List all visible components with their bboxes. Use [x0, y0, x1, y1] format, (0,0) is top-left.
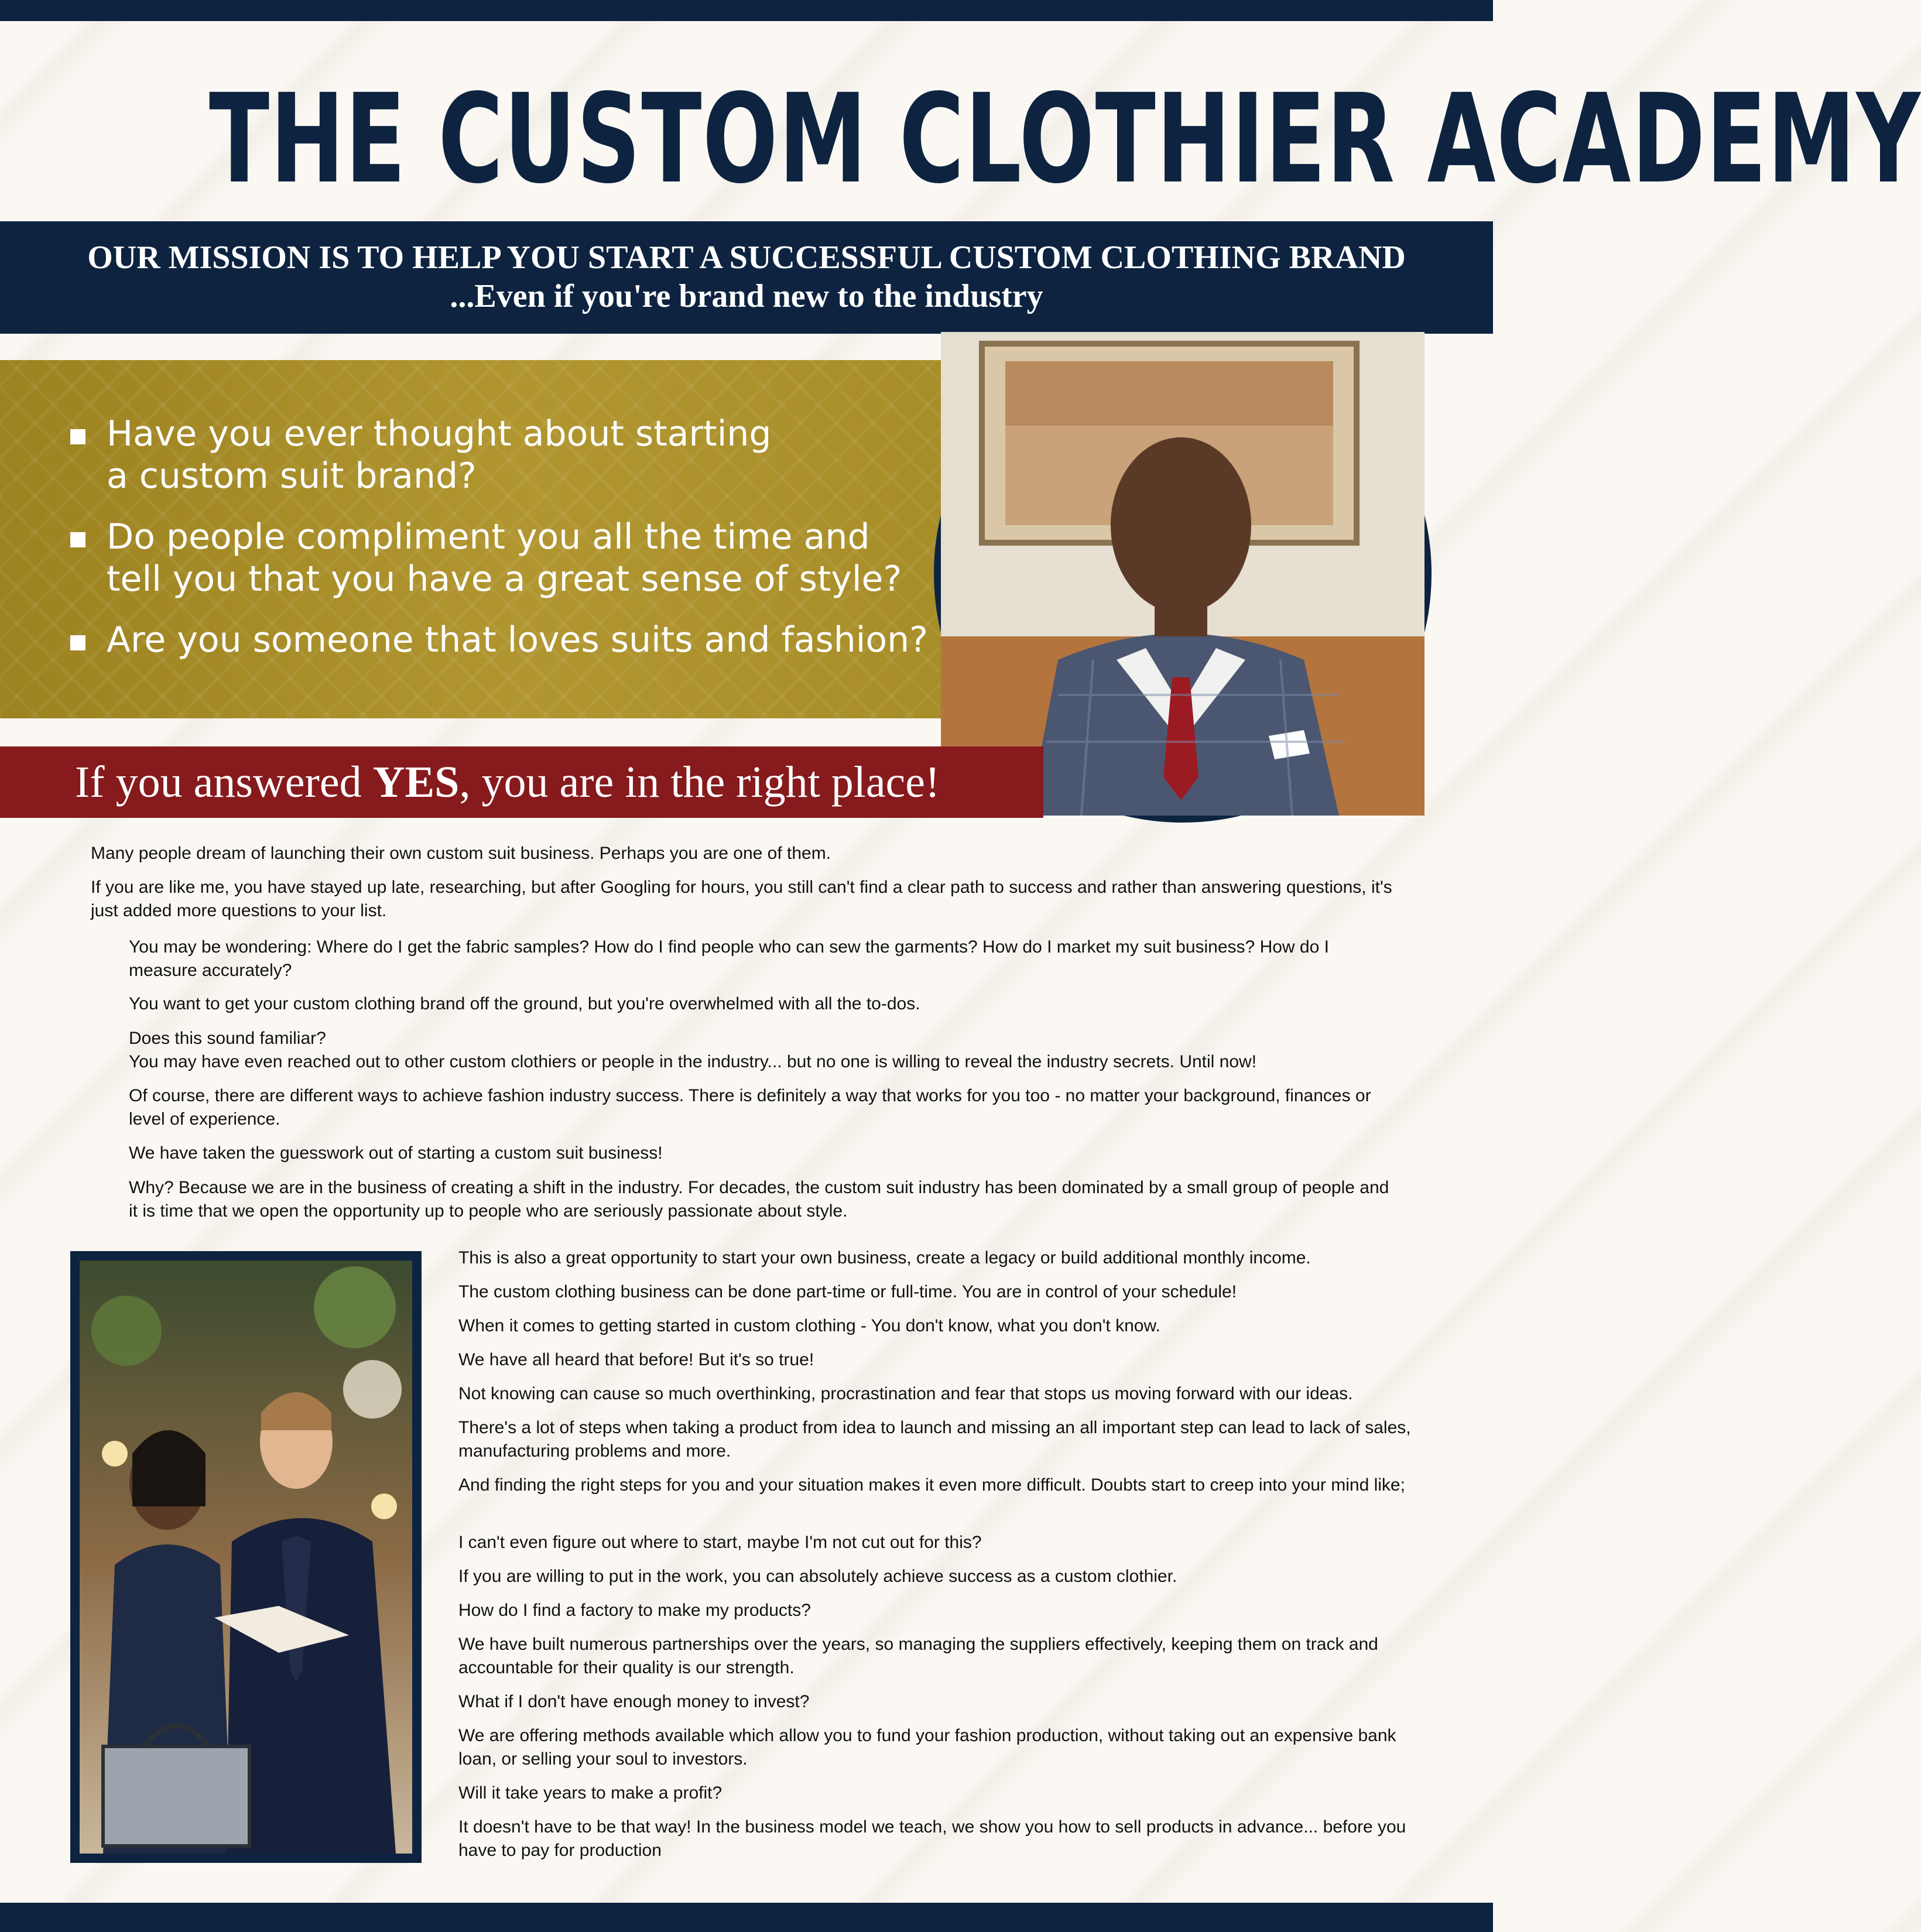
portrait-illustration	[941, 332, 1425, 816]
indented-paragraph: You may be wondering: Where do I get the fabric samples? How do I find people who can sew the garments? How do I market my suit business? How do I measure accurately?	[129, 937, 1329, 980]
body-paragraph: What if I don't have enough money to invest?	[458, 1692, 810, 1711]
body-paragraph: I can't even figure out where to start, maybe I'm not cut out for this?	[458, 1533, 982, 1552]
question-item	[70, 619, 948, 661]
banner-text	[75, 746, 940, 818]
indented-paragraph: Does this sound familiar?	[129, 1029, 326, 1048]
question-item	[70, 413, 948, 497]
banner-emphasis: YES	[372, 758, 460, 807]
body-paragraph: Not knowing can cause so much overthinking, procrastination and fear that stops us moving forward with our ideas.	[458, 1384, 1353, 1403]
bottom-border-bar	[0, 1903, 1493, 1932]
intro-paragraph: Many people dream of launching their own custom suit business. Perhaps you are one of them.	[91, 844, 831, 863]
body-paragraph: Will it take years to make a profit?	[458, 1783, 722, 1803]
clothiers-photo	[70, 1251, 422, 1863]
square-bullet-icon	[70, 532, 85, 547]
body-paragraph: We have all heard that before! But it's so true!	[458, 1350, 814, 1369]
square-bullet-icon	[70, 635, 85, 650]
body-paragraph: And finding the right steps for you and your situation makes it even more difficult. Doubts start to creep into your mind like;	[458, 1475, 1405, 1495]
indented-paragraph: You may have even reached out to other custom clothiers or people in the industry... but no one is willing to reveal the industry secrets. Until now!	[129, 1052, 1257, 1071]
body-paragraph: There's a lot of steps when taking a product from idea to launch and missing an all important step can lead to lack of sales, manufacturing problems and more.	[458, 1418, 1411, 1461]
body-paragraph: If you are willing to put in the work, you can absolutely achieve success as a custom clothier.	[458, 1567, 1177, 1586]
banner-prefix: If you answered	[75, 758, 373, 807]
mission-subtitle: ...Even if you're brand new to the industry	[450, 278, 1043, 314]
question-line: Have you ever thought about starting	[107, 413, 772, 454]
mission-band	[0, 221, 1493, 334]
body-paragraph: How do I find a factory to make my products?	[458, 1601, 811, 1620]
body-paragraph: We have built numerous partnerships over the years, so managing the suppliers effectively, keeping them on track and accountable for their quality is our strength.	[458, 1635, 1378, 1677]
indented-paragraph: We have taken the guesswork out of starting a custom suit business!	[129, 1143, 663, 1163]
mission-statement: OUR MISSION IS TO HELP YOU START A SUCCESSFUL CUSTOM CLOTHING BRAND	[87, 239, 1406, 276]
question-line: Do people compliment you all the time and	[107, 516, 870, 557]
question-list	[70, 413, 948, 680]
body-paragraph: The custom clothing business can be done part-time or full-time. You are in control of your schedule!	[458, 1282, 1237, 1301]
body-paragraph: This is also a great opportunity to start your own business, create a legacy or build additional monthly income.	[458, 1248, 1311, 1268]
body-paragraph: We are offering methods available which allow you to fund your fashion production, without taking out an expensive bank loan, or selling your soul to investors.	[458, 1726, 1396, 1769]
top-border-bar	[0, 0, 1493, 21]
yes-banner	[0, 746, 1043, 818]
intro-paragraph: If you are like me, you have stayed up late, researching, but after Googling for hours, you still can't find a clear path to success and rather than answering questions, it's just added more questions to your list.	[91, 878, 1392, 920]
body-paragraph: It doesn't have to be that way! In the business model we teach, we show you how to sell products in advance... before you have to pay for production	[458, 1817, 1406, 1860]
indented-paragraph: Why? Because we are in the business of creating a shift in the industry. For decades, the custom suit industry has been dominated by a small group of people and it is time that we open the opportunity up to people who are seriously passionate about style.	[129, 1178, 1389, 1221]
indented-paragraph: You want to get your custom clothing brand off the ground, but you're overwhelmed with all the to-dos.	[129, 994, 920, 1013]
question-line: tell you that you have a great sense of style?	[107, 559, 902, 600]
page-title: THE CUSTOM CLOTHIER ACADEMY	[208, 67, 1921, 211]
body-paragraph: When it comes to getting started in custom clothing - You don't know, what you don't know.	[458, 1316, 1160, 1335]
photo-illustration	[80, 1260, 412, 1854]
indented-paragraph: Of course, there are different ways to achieve fashion industry success. There is definitely a way that works for you too - no matter your background, finances or level of experience.	[129, 1086, 1371, 1129]
questions-band	[0, 360, 1054, 718]
question-line: Are you someone that loves suits and fashion?	[107, 619, 928, 660]
question-line: a custom suit brand?	[107, 455, 477, 496]
clothiers-illustration	[80, 1260, 412, 1854]
banner-suffix: , you are in the right place!	[459, 758, 940, 807]
square-bullet-icon	[70, 429, 85, 444]
question-item	[70, 516, 948, 600]
